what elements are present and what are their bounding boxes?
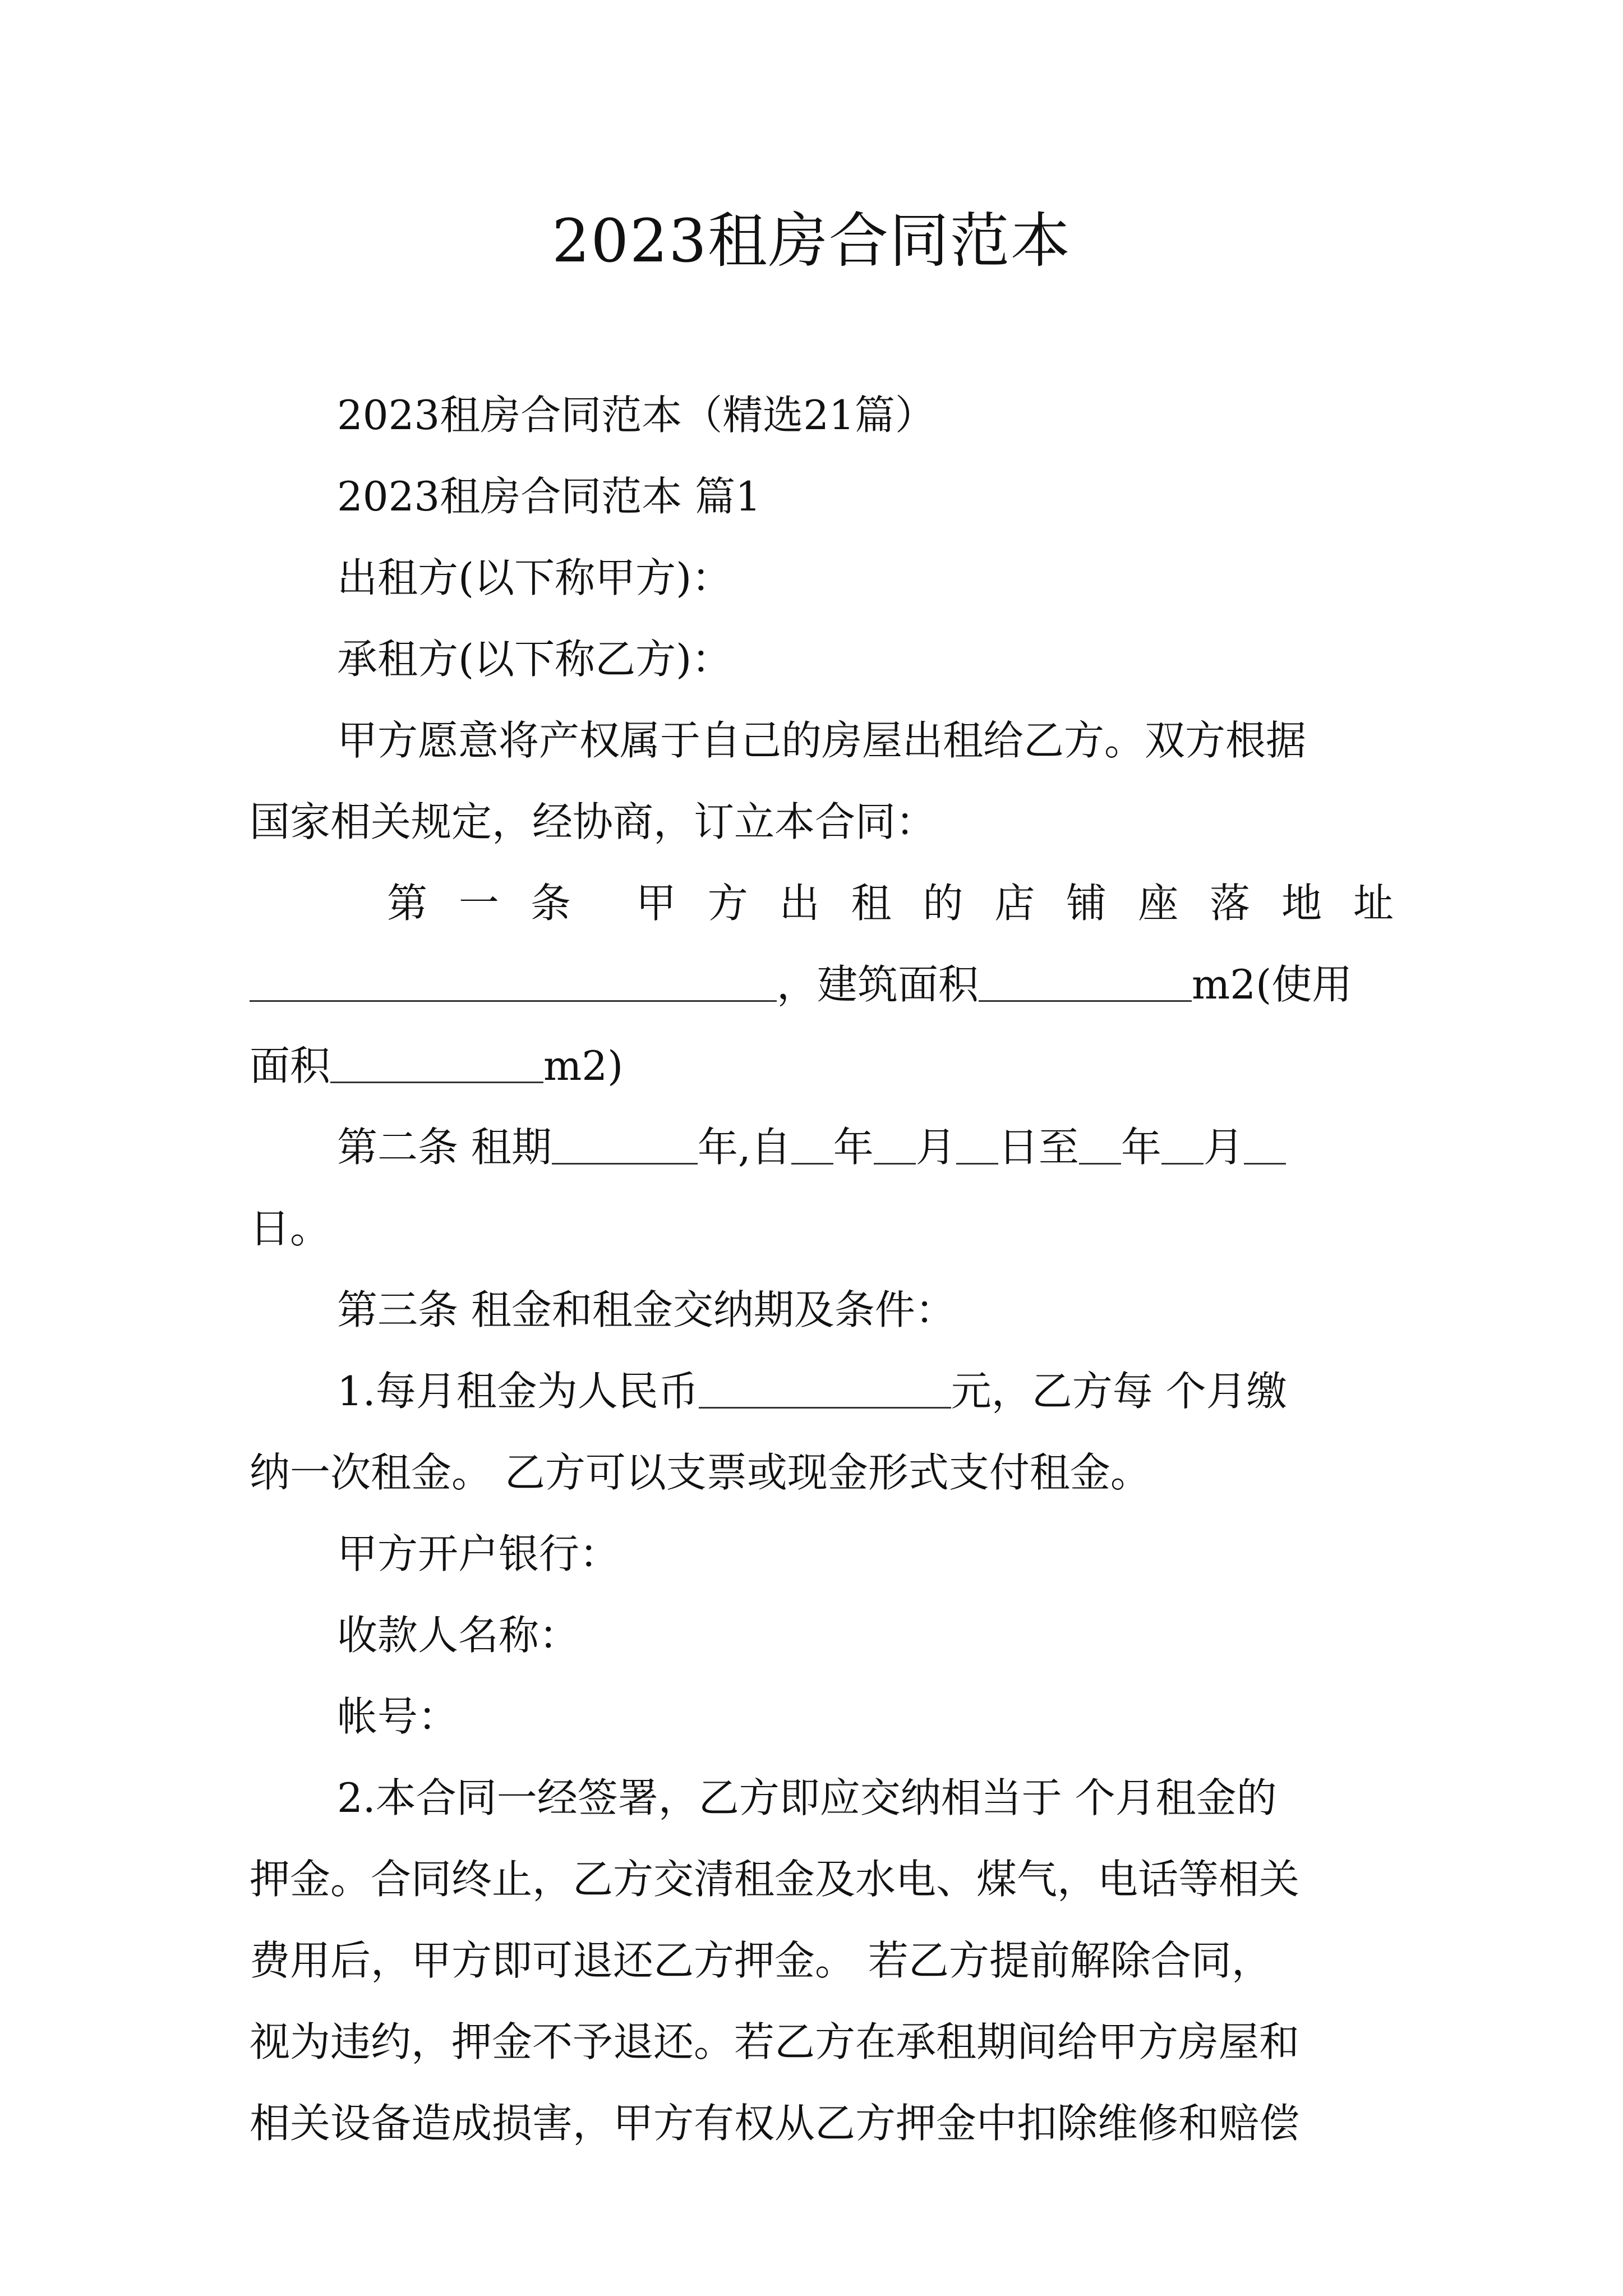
payee-line: 收款人名称： <box>337 1612 580 1659</box>
article-1-char: 的 <box>923 880 963 927</box>
account-line: 帐号： <box>337 1693 459 1740</box>
start-day-blank <box>956 1126 998 1165</box>
start-year-blank <box>791 1126 833 1165</box>
intro-paragraph-line-2: 国家相关规定，经协商，订立本合同： <box>250 798 937 845</box>
article-1-line-3 <box>250 1025 1394 1107</box>
usable-area-label: m2(使用 <box>1192 961 1353 1008</box>
lessee-line: 承租方(以下称乙方)： <box>337 636 732 683</box>
lease-term-label: 第二条 租期 <box>337 1124 552 1171</box>
article-2-line-2: 日。 <box>250 1205 331 1252</box>
article-3-heading: 第三条 租金和租金交纳期及条件： <box>337 1286 956 1333</box>
article-1-line-2 <box>250 944 1394 1025</box>
article-1-char: 租 <box>851 880 892 927</box>
article-1-char: 座 <box>1138 880 1179 927</box>
bank-line: 甲方开户银行： <box>337 1530 620 1577</box>
end-year-blank <box>1079 1126 1121 1165</box>
start-month-unit: 月 <box>915 1124 956 1171</box>
lessor-line: 出租方(以下称甲方)： <box>337 554 732 601</box>
article-1-char: 方 <box>707 880 748 927</box>
document-body <box>250 375 1394 2164</box>
payment-period-text: 元，乙方每 个月缴 <box>951 1368 1287 1415</box>
area-label: 面积 <box>250 1042 331 1089</box>
building-area-blank <box>979 963 1192 1002</box>
start-year-unit: 年 <box>833 1124 874 1171</box>
deposit-clause-line-5: 相关设备造成损害，甲方有权从乙方押金中扣除维修和赔偿 <box>250 2100 1300 2147</box>
deposit-clause-line-1: 2.本合同一经签署，乙方即应交纳相当于 个月租金的 <box>337 1774 1277 1821</box>
section-heading: 2023租房合同范本 篇1 <box>337 473 761 520</box>
document-title: 2023租房合同范本 <box>552 206 1071 275</box>
building-area-label: ，建筑面积 <box>777 961 979 1008</box>
term-years-blank <box>552 1126 698 1165</box>
article-1-char: 铺 <box>1066 880 1107 927</box>
article-1-line-1 <box>250 863 1394 944</box>
article-1-char: 第 <box>387 880 428 927</box>
monthly-rent-blank <box>699 1370 951 1409</box>
article-1-char: 一 <box>458 880 499 927</box>
start-day-unit: 日至 <box>998 1124 1079 1171</box>
article-1-char: 甲 <box>635 880 676 927</box>
deposit-clause-line-4: 视为违约，押金不予退还。若乙方在承租期间给甲方房屋和 <box>250 2018 1300 2065</box>
term-years-unit: 年,自 <box>697 1124 791 1171</box>
article-1-char: 出 <box>779 880 820 927</box>
subtitle-line: 2023租房合同范本（精选21篇） <box>337 392 935 439</box>
article-2-line-1 <box>250 1107 1394 1188</box>
end-month-blank <box>1161 1126 1204 1165</box>
area-unit: m2) <box>543 1042 624 1089</box>
monthly-rent-label: 1.每月租金为人民币 <box>337 1368 699 1415</box>
address-blank <box>250 963 777 1002</box>
article-1-char: 落 <box>1210 880 1251 927</box>
end-year-unit: 年 <box>1121 1124 1161 1171</box>
rent-clause-line-1 <box>250 1351 1394 1432</box>
article-1-char: 店 <box>994 880 1035 927</box>
article-1-char: 址 <box>1353 880 1394 927</box>
article-1-char: 地 <box>1281 880 1322 927</box>
start-month-blank <box>874 1126 916 1165</box>
deposit-clause-line-2: 押金。合同终止，乙方交清租金及水电、煤气，电话等相关 <box>250 1856 1300 1903</box>
end-month-unit: 月 <box>1203 1124 1244 1171</box>
rent-clause-line-2: 纳一次租金。 乙方可以支票或现金形式支付租金。 <box>250 1449 1151 1496</box>
deposit-clause-line-3: 费用后，甲方即可退还乙方押金。 若乙方提前解除合同， <box>250 1937 1272 1984</box>
article-1-char: 条 <box>530 880 571 927</box>
end-day-blank <box>1244 1126 1286 1165</box>
usable-area-blank <box>330 1045 543 1083</box>
intro-paragraph-line-1: 甲方愿意将产权属于自己的房屋出租给乙方。双方根据 <box>337 717 1307 764</box>
